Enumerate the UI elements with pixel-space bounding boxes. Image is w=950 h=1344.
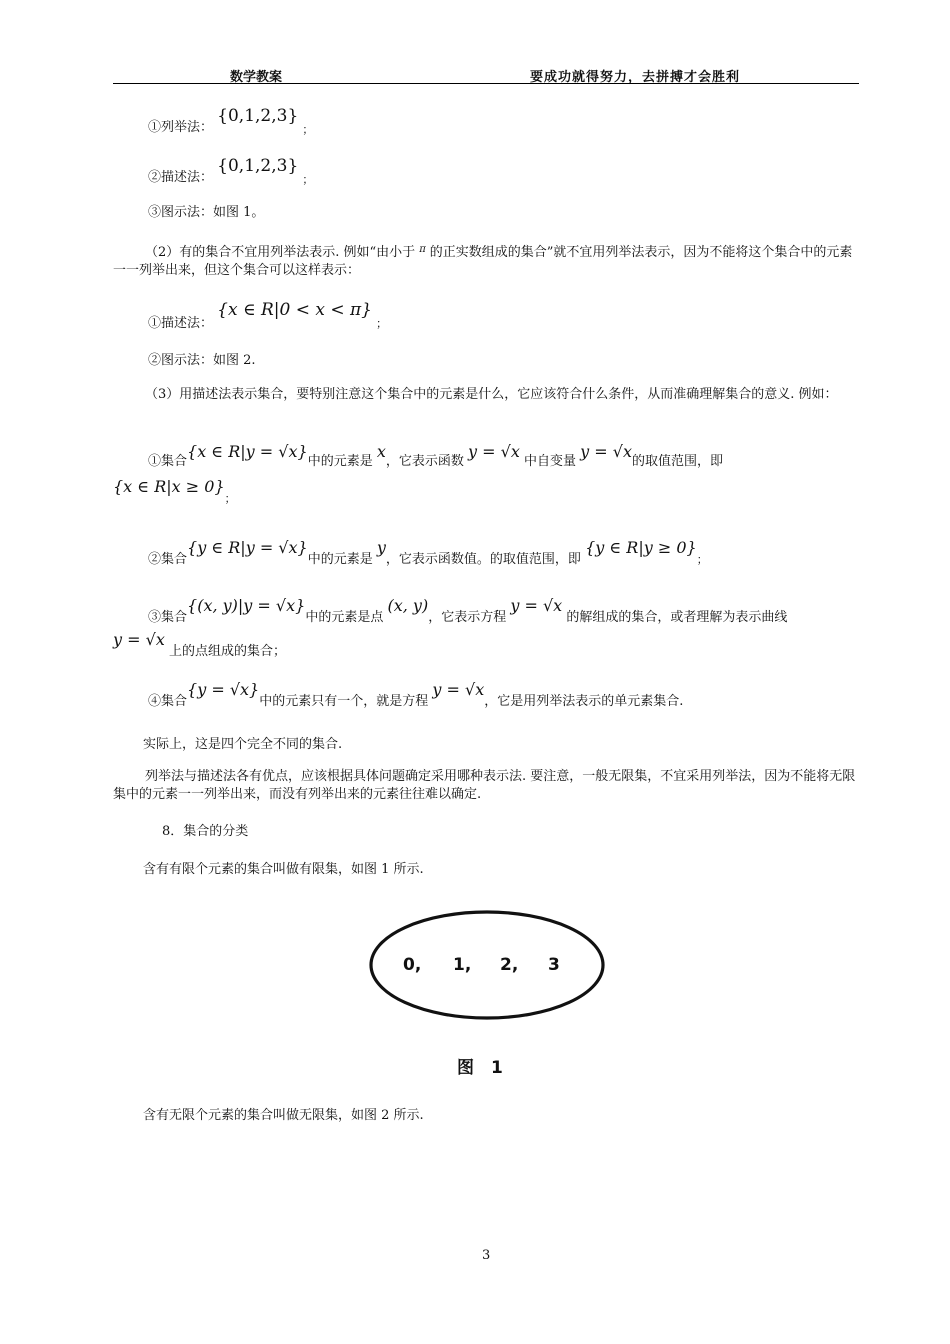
line-fact: 实际上，这是四个完全不同的集合. (143, 737, 343, 752)
example-1 (148, 442, 723, 469)
math-set: {x ∈ R|x ≥ 0} (113, 477, 225, 496)
line-diagram-method: ③图示法：如图 1。 (148, 205, 265, 220)
example-2 (148, 538, 708, 567)
math-set: {(x, y)|y = √x} (187, 596, 306, 615)
punct: ； (696, 553, 708, 566)
text: ，它是用列举法表示的单元素集合. (484, 694, 684, 709)
page-number: 3 (482, 1248, 491, 1263)
punct: ； (302, 123, 314, 136)
text: 的解组成的集合，或者理解为表示曲线 (566, 610, 788, 625)
paragraph-3: （3）用描述法表示集合，要特别注意这个集合中的元素是什么，它应该符合什么条件，从而准确理解集合的意义. 例如： (145, 387, 838, 402)
set-element: 2, (500, 955, 519, 975)
math-set: {y = √x} (187, 680, 260, 699)
text: （2）有的集合不宜用列举法表示. 例如“由小于 (145, 245, 416, 260)
pi-symbol: π (419, 244, 426, 255)
text: 上的点组成的集合； (168, 644, 286, 659)
math-set: {0,1,2,3} (217, 106, 299, 126)
text: 中的元素只有一个，就是方程 (259, 694, 429, 709)
text: ，它表示方程 (428, 610, 507, 625)
text: ③集合 (148, 610, 188, 625)
math-var: y (376, 538, 386, 557)
text: ，它表示函数 (385, 454, 464, 469)
set-element: 1, (453, 955, 472, 975)
math-func: y = √x (113, 630, 165, 649)
text: ④集合 (148, 694, 188, 709)
line-list-method (148, 106, 313, 137)
math-var: x (376, 442, 386, 461)
section-heading: 8．集合的分类 (162, 824, 249, 839)
line-describe-pi (148, 300, 387, 331)
text: 中的元素是 (307, 552, 373, 567)
label: ②描述法： (148, 170, 214, 185)
punct: ； (376, 317, 388, 330)
punct: ； (302, 173, 314, 186)
math-set: {y ∈ R|y = √x} (187, 538, 308, 557)
text: 的正实数组成的集合”就不宜用列举法表示，因为不能将这个集合中的元素一一列举出来，但这个集合可以这样表示： (113, 245, 853, 278)
punct: ； (224, 492, 236, 505)
line-finite-set: 含有有限个元素的集合叫做有限集，如图 1 所示. (143, 862, 424, 877)
math-func: y = √x (580, 442, 633, 461)
label: ①描述法： (148, 316, 214, 331)
math-func: y = √x (432, 680, 485, 699)
math-func: y = √x (510, 596, 563, 615)
set-element: 0, (403, 955, 422, 975)
text: 中的元素是点 (305, 610, 384, 625)
figure-1 (365, 910, 615, 1085)
paragraph-4: 列举法与描述法各有优点，应该根据具体问题确定采用哪种表示法. 要注意，一般无限集，不宜采用列举法，因为不能将无限集中的元素一一列举出来，而没有列举出来的元素往往难以确定. (113, 769, 856, 802)
example-1-result (113, 477, 236, 506)
example-3 (148, 596, 787, 625)
math-set: {y ∈ R|y ≥ 0} (585, 538, 697, 557)
text: ②集合 (148, 552, 188, 567)
line-diagram-2: ②图示法：如图 2. (148, 353, 256, 368)
header-rule (113, 83, 859, 84)
text: ，它表示函数值。的取值范围，即 (385, 552, 581, 567)
text: 中自变量 (524, 454, 577, 469)
header-left: 数学教案 (230, 70, 283, 85)
set-element: 3 (548, 955, 560, 975)
text: 中的元素是 (307, 454, 373, 469)
figure-caption: 图 1 (457, 1058, 503, 1078)
line-describe-method (148, 156, 313, 187)
label: ①列举法： (148, 120, 214, 135)
line-infinite-set: 含有无限个元素的集合叫做无限集，如图 2 所示. (143, 1108, 424, 1123)
math-set: {0,1,2,3} (217, 156, 299, 176)
math-set: {x ∈ R|0 < x < π} (217, 300, 372, 320)
math-point: (x, y) (387, 596, 429, 615)
text: 的取值范围，即 (632, 454, 724, 469)
example-4 (148, 680, 683, 709)
math-set: {x ∈ R|y = √x} (187, 442, 308, 461)
math-func: y = √x (468, 442, 520, 461)
header-right: 要成功就得努力，去拼搏才会胜利 (530, 70, 741, 85)
text: ①集合 (148, 454, 188, 469)
example-3-cont (113, 630, 286, 659)
paragraph-2 (113, 241, 860, 280)
